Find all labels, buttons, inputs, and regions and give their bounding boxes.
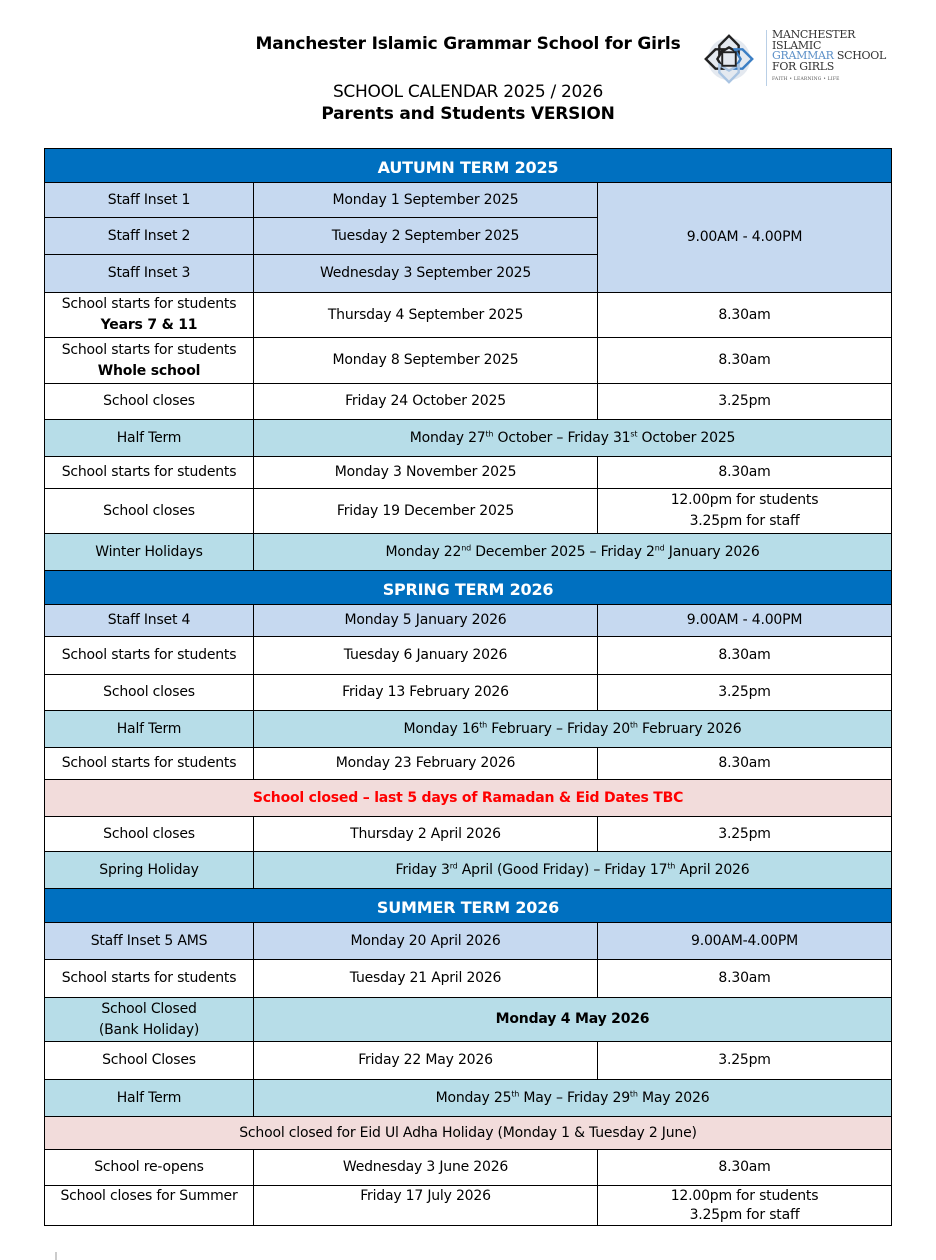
term-title: SPRING TERM 2026 bbox=[45, 571, 892, 605]
event-time: 8.30am bbox=[598, 960, 892, 998]
event-label: Half Term bbox=[45, 420, 254, 457]
event-date-range bbox=[254, 852, 892, 889]
ordinal-suffix: th bbox=[629, 1088, 638, 1098]
ordinal-suffix: th bbox=[485, 428, 494, 438]
event-label-line: (Bank Holiday) bbox=[98, 1021, 200, 1038]
table-row bbox=[45, 960, 892, 998]
time-line: 12.00pm for students bbox=[670, 1187, 819, 1204]
event-label-bold: Whole school bbox=[97, 362, 201, 379]
logo-line-rest: SCHOOL bbox=[833, 49, 886, 62]
event-label: School starts for students bbox=[45, 960, 254, 998]
event-label: Half Term bbox=[45, 711, 254, 748]
event-label: Staff Inset 1 bbox=[45, 183, 254, 218]
logo-line: FOR GIRLS bbox=[772, 59, 834, 73]
event-time: 9.00AM-4.00PM bbox=[598, 923, 892, 960]
date-part: December 2025 – Friday 2 bbox=[470, 543, 655, 560]
event-time bbox=[598, 1186, 892, 1226]
event-time bbox=[598, 489, 892, 534]
date-part: Monday 27 bbox=[409, 429, 486, 446]
event-label: School closes bbox=[45, 384, 254, 420]
event-label: School starts for students bbox=[45, 457, 254, 489]
date-part: October 2025 bbox=[637, 429, 736, 446]
event-date: Monday 1 September 2025 bbox=[254, 183, 598, 218]
table-row bbox=[45, 748, 892, 780]
event-date: Friday 22 May 2026 bbox=[254, 1042, 598, 1080]
logo-divider bbox=[766, 30, 767, 86]
calendar-table bbox=[44, 148, 892, 1226]
date-part: February – Friday 20 bbox=[487, 720, 630, 737]
event-date: Monday 3 November 2025 bbox=[254, 457, 598, 489]
event-label: Staff Inset 4 bbox=[45, 605, 254, 637]
event-date: Friday 13 February 2026 bbox=[254, 675, 598, 711]
logo-tagline: FAITH • LEARNING • LIFE bbox=[772, 77, 840, 82]
table-row bbox=[45, 637, 892, 675]
event-label: Spring Holiday bbox=[45, 852, 254, 889]
ordinal-suffix: rd bbox=[449, 860, 458, 870]
event-date: Wednesday 3 June 2026 bbox=[254, 1150, 598, 1186]
event-date: Friday 19 December 2025 bbox=[254, 489, 598, 534]
event-time: 3.25pm bbox=[598, 384, 892, 420]
date-part: April (Good Friday) – Friday 17 bbox=[457, 861, 668, 878]
event-date-range bbox=[254, 711, 892, 748]
date-part: Monday 25 bbox=[435, 1089, 512, 1106]
ordinal-suffix: th bbox=[511, 1088, 520, 1098]
term-header-autumn bbox=[45, 149, 892, 183]
table-row bbox=[45, 293, 892, 338]
table-row bbox=[45, 1117, 892, 1150]
table-row bbox=[45, 489, 892, 534]
ordinal-suffix: nd bbox=[461, 542, 471, 552]
term-header-summer bbox=[45, 889, 892, 923]
event-time: 8.30am bbox=[598, 637, 892, 675]
event-label: Winter Holidays bbox=[45, 534, 254, 571]
logo-wordmark bbox=[772, 30, 886, 86]
event-time: 8.30am bbox=[598, 293, 892, 338]
event-date-range bbox=[254, 534, 892, 571]
event-date: Tuesday 6 January 2026 bbox=[254, 637, 598, 675]
date-part: May 2026 bbox=[637, 1089, 710, 1106]
date-part: January 2026 bbox=[664, 543, 760, 560]
event-label: Half Term bbox=[45, 1080, 254, 1117]
date-part: Friday 3 bbox=[395, 861, 450, 878]
event-label-line: School starts for students bbox=[61, 296, 237, 312]
table-row bbox=[45, 457, 892, 489]
event-label-line: School starts for students bbox=[61, 341, 237, 358]
logo-line-blue: GRAMMAR bbox=[772, 49, 834, 62]
table-row bbox=[45, 711, 892, 748]
date-part: February 2026 bbox=[637, 720, 742, 737]
table-row bbox=[45, 384, 892, 420]
event-label: Staff Inset 3 bbox=[45, 255, 254, 293]
ordinal-suffix: th bbox=[479, 719, 488, 729]
date-part: April 2026 bbox=[675, 861, 750, 878]
event-label bbox=[45, 338, 254, 384]
logo-emblem-icon bbox=[700, 30, 758, 88]
event-time: 3.25pm bbox=[598, 1042, 892, 1080]
date-part: May – Friday 29 bbox=[519, 1089, 630, 1106]
time-line: 3.25pm for staff bbox=[689, 1206, 800, 1223]
page-edge-mark bbox=[55, 1252, 57, 1260]
table-row bbox=[45, 998, 892, 1042]
event-date: Wednesday 3 September 2025 bbox=[254, 255, 598, 293]
date-part: October – Friday 31 bbox=[493, 429, 631, 446]
event-date-range bbox=[254, 1080, 892, 1117]
table-row bbox=[45, 1042, 892, 1080]
school-name: Manchester Islamic Grammar School for Girls bbox=[255, 34, 681, 54]
event-time: 3.25pm bbox=[598, 675, 892, 711]
eid-closure-notice: School closed for Eid Ul Adha Holiday (Monday 1 & Tuesday 2 June) bbox=[45, 1117, 892, 1150]
event-label: School closes bbox=[45, 489, 254, 534]
event-time: 8.30am bbox=[598, 748, 892, 780]
logo-line: MANCHESTER bbox=[772, 28, 856, 41]
time-line: 12.00pm for students bbox=[670, 492, 819, 508]
event-date: Friday 17 July 2026 bbox=[254, 1186, 598, 1226]
table-row bbox=[45, 817, 892, 852]
table-row bbox=[45, 183, 892, 218]
event-label-line: School Closed bbox=[101, 1000, 197, 1017]
table-row bbox=[45, 605, 892, 637]
event-label: School closes bbox=[45, 675, 254, 711]
event-label: School starts for students bbox=[45, 748, 254, 780]
event-label: School Closes bbox=[45, 1042, 254, 1080]
table-row bbox=[45, 1150, 892, 1186]
table-row bbox=[45, 420, 892, 457]
table-row bbox=[45, 1080, 892, 1117]
ordinal-suffix: th bbox=[667, 860, 676, 870]
table-row bbox=[45, 780, 892, 817]
term-title: SUMMER TERM 2026 bbox=[45, 889, 892, 923]
event-label: School closes for Summer bbox=[45, 1186, 254, 1226]
calendar-title: SCHOOL CALENDAR 2025 / 2026 bbox=[332, 82, 604, 102]
event-label: Staff Inset 5 AMS bbox=[45, 923, 254, 960]
event-time: 8.30am bbox=[598, 338, 892, 384]
logo-line: ISLAMIC bbox=[772, 38, 822, 52]
event-time: 3.25pm bbox=[598, 817, 892, 852]
event-date: Thursday 2 April 2026 bbox=[254, 817, 598, 852]
event-date: Monday 23 February 2026 bbox=[254, 748, 598, 780]
table-row bbox=[45, 534, 892, 571]
ordinal-suffix: nd bbox=[654, 542, 665, 552]
time-line: 3.25pm for staff bbox=[689, 513, 800, 529]
event-label: Staff Inset 2 bbox=[45, 218, 254, 255]
table-row bbox=[45, 338, 892, 384]
event-label bbox=[45, 293, 254, 338]
table-row bbox=[45, 675, 892, 711]
table-row bbox=[45, 1186, 892, 1226]
event-date: Thursday 4 September 2025 bbox=[254, 293, 598, 338]
ramadan-closure-notice: School closed – last 5 days of Ramadan & Eid Dates TBC bbox=[45, 780, 892, 817]
event-time: 9.00AM - 4.00PM bbox=[598, 183, 892, 293]
event-date: Monday 4 May 2026 bbox=[254, 998, 892, 1042]
term-title: AUTUMN TERM 2025 bbox=[45, 149, 892, 183]
event-date: Monday 8 September 2025 bbox=[254, 338, 598, 384]
table-row bbox=[45, 923, 892, 960]
event-time: 8.30am bbox=[598, 1150, 892, 1186]
event-time: 9.00AM - 4.00PM bbox=[598, 605, 892, 637]
date-part: Monday 22 bbox=[385, 543, 462, 560]
event-date: Monday 5 January 2026 bbox=[254, 605, 598, 637]
date-part: Monday 16 bbox=[403, 720, 480, 737]
event-label: School re-opens bbox=[45, 1150, 254, 1186]
event-label bbox=[45, 998, 254, 1042]
term-header-spring bbox=[45, 571, 892, 605]
school-logo bbox=[700, 28, 895, 90]
event-date: Monday 20 April 2026 bbox=[254, 923, 598, 960]
event-date: Friday 24 October 2025 bbox=[254, 384, 598, 420]
event-label: School closes bbox=[45, 817, 254, 852]
event-date: Tuesday 21 April 2026 bbox=[254, 960, 598, 998]
event-date: Tuesday 2 September 2025 bbox=[254, 218, 598, 255]
table-row bbox=[45, 852, 892, 889]
event-time: 8.30am bbox=[598, 457, 892, 489]
event-date-range bbox=[254, 420, 892, 457]
event-label-bold: Years 7 & 11 bbox=[100, 317, 198, 333]
calendar-version: Parents and Students VERSION bbox=[321, 104, 615, 124]
event-label: School starts for students bbox=[45, 637, 254, 675]
ordinal-suffix: st bbox=[630, 428, 638, 438]
ordinal-suffix: th bbox=[629, 719, 638, 729]
